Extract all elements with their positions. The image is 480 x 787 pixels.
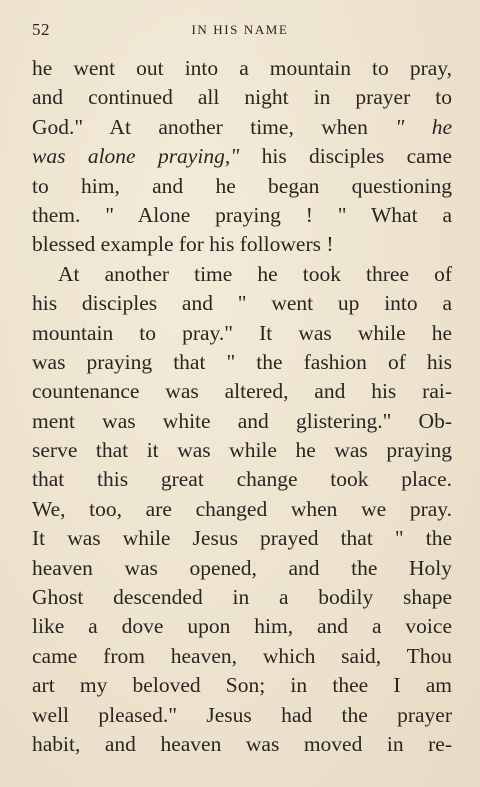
text-line: heaven was opened, and the Holy	[32, 555, 452, 580]
text-run: God." At another time, when	[32, 114, 396, 139]
text-line: that this great change took place.	[32, 467, 452, 492]
text-run: his disciples came	[239, 144, 452, 169]
text-line: countenance was altered, and his rai-	[32, 379, 452, 404]
text-line: came from heaven, which said, Thou	[32, 643, 452, 668]
paragraph-start-line: At another time he took three of	[58, 261, 452, 286]
text-line: serve that it was while he was praying	[32, 438, 452, 463]
text-line: to him, and he began questioning	[32, 173, 452, 198]
text-line: and continued all night in prayer to	[32, 85, 452, 110]
text-line: he went out into a mountain to pray,	[32, 56, 452, 80]
text-line: like a dove upon him, and a voice	[32, 614, 452, 639]
text-line: blessed example for his followers !	[32, 232, 334, 257]
text-line: We, too, are changed when we pray.	[32, 496, 452, 521]
text-line: well pleased." Jesus had the prayer	[32, 702, 452, 727]
running-title: IN HIS NAME	[191, 22, 289, 37]
running-head	[32, 20, 448, 42]
text-line: was praying that " the fashion of his	[32, 349, 452, 374]
italic-quote: " he	[395, 114, 452, 139]
text-line: It was while Jesus prayed that " the	[32, 526, 452, 551]
text-line: ment was white and glistering." Ob-	[32, 408, 452, 433]
text-line: them. " Alone praying ! " What a	[32, 202, 452, 227]
text-line	[32, 113, 452, 142]
text-line: art my beloved Son; in thee I am	[32, 673, 452, 698]
body-text	[32, 54, 452, 759]
text-line: his disciples and " went up into a	[32, 291, 452, 316]
text-line: mountain to pray." It was while he	[32, 320, 452, 345]
text-line: habit, and heaven was moved in re-	[32, 731, 452, 756]
text-line: Ghost descended in a bodily shape	[32, 585, 452, 610]
italic-quote: was alone praying,"	[32, 144, 240, 169]
page-number: 52	[32, 20, 50, 39]
text-line	[32, 142, 452, 171]
